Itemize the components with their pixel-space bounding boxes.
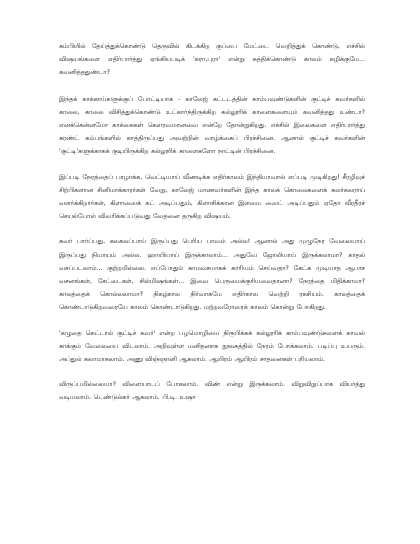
paragraph-5: 'கழுதை கெட்டால் குட்டிச் சுவர்' என்ற பழமொழியை நிரூபிக்கக் கல்லூரிக் காம்பவுண்டுகளைக் காவல் காக்கும் வேலையை விடலாம். அறிவுள்ள மனிதனாக நூலகத்தில் நேரம் போக்கலாம். படிப்பு உயரும். அப்துல் கலாமாகலாம். அணு விஞ்ஞானி ஆகலாம். ஆயிரம் ஆயிரம் சாதனைகள் புரியலாம். (59, 329, 365, 364)
paragraph-2: இந்தக் காக்காய்களுக்குப் போட்டியாக - காலேஜ் கட்டடத்தின் காம்பவுண்டுகளின் குட்டிச் சுவர்களில் காலை, காலை விசித்துக்கொண்டு உட்கார்ந்திருக்கிற கல்லூரிக் காளைகளையும் கவனித்தது உண்டா? எனக்கென்னமோ காக்கைகள் கௌரவமானவை என்றே தோன்றுகிறது. எச்சில் இலைகளை எதிர்பார்த்து கரண்ட் கம்பங்களில் காத்திருப்பது அவற்றின் வாழ்க்கைப் பிரச்சினை. ஆனால் குட்டிச் சுவர்களின் 'குட்டி'களுக்காகக் குடியிருக்கிற கல்லூரிக் காளைகளோ நாட்டின் பிரச்சினை. (59, 95, 365, 156)
paragraph-1: கம்பியில் தேய்த்துக்கொண்டு தெருவில் கிடக்கிற குப்பை மேட்டை வெறித்துக் கொண்டு, எச்சில் விஷயங்களை எதிர்பார்த்து ஏங்கியபடிக் 'கரா,புரா' என்று கத்திக்கொண்டு காலம் கழிக்குமே... கவனித்ததுண்டா? (59, 43, 365, 77)
document-page (59, 40, 365, 405)
paragraph-3: இப்படி நேரத்தைப் பாழாக்க, வெட்டியாய் வீணடிக்க எதிர்காலம் இந்தியாவால் எப்படி முடிகிறது! சீரழிவுச் சிற்பிகளான சினிமாக்காரர்கள் வேறு, காலேஜ் மாணவர்களின் இந்த காலக் கொலைகளைக் கலர்கலராய் வளர்க்கிறார்கள், கிளாஸைக் கட் அடிப்பதும், கிளாசிக்கான இளமை ஸைட் அடிப்பதும் ஏதோ வீரதீரச் செயல்போல் விவரிக்கப்படுவது வேதனை தருகிற விஷயம். (59, 173, 365, 221)
paragraph-6: விருப்பமில்லையா? விளையாடப் போகலாம். விண் என்று இருக்கலாம். விறுவிறுப்பாக வியர்த்து வடியலாம். டெண்டுல்கர் ஆகலாம். பி.டி. உஷா (59, 381, 365, 402)
paragraph-4: கவர் பார்ப்பது, கலகலப்பாய் இருப்பது பெரிய பாவம் அல்ல! ஆனால் அது முழுநேர வேலையாய் இருப்பது நியாயம் அல்ல. ஹாயியாய் இருக்காலாம்... அதுவே ஜோலியாய் இருக்கலாமா? காதல் வசப்படலாம்... குற்றமில்லை. எப்போதும் காமவசமாகக் காரியம் செய்வதா? கேட்க முடியாத ஆபாச வசனங்கள், சேட்டைகள், சில்மிஷங்கள்... இவை பெருமைக்குரியவைதானா? நேரத்தை மிதிக்காமா? காலத்தைக் கொல்லலாமா? நிகழ்கால நிர்வாகமே எதிர்கால வெற்றி ரகசியம். காலத்தைக் கொண்டாடுகிறவரையே காலம் கொண்டாடுகிறது. மற்றவரோரைக் காலம் கொன்று போகிறது. (59, 238, 365, 312)
